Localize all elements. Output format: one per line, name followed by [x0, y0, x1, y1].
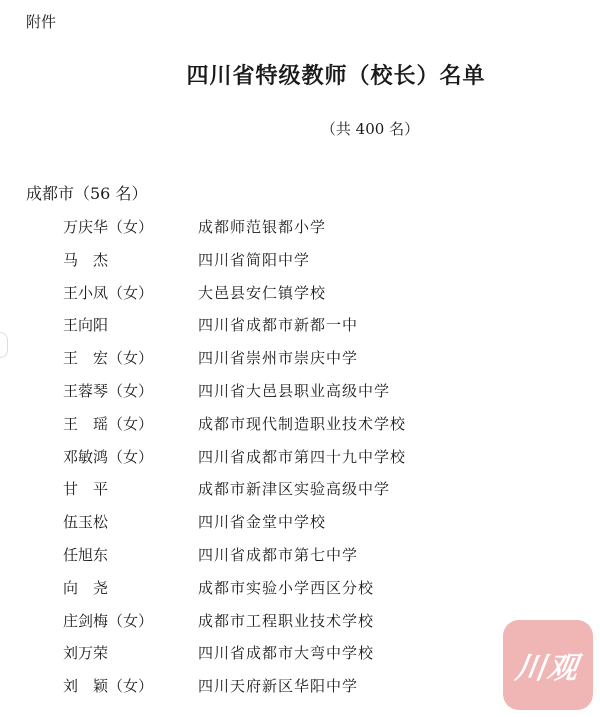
school-name: 四川省成都市第四十九中学校: [198, 447, 407, 466]
school-name: 成都市工程职业技术学校: [198, 611, 375, 630]
school-name: 成都市新津区实验高级中学: [198, 480, 391, 499]
list-item: [0, 376, 600, 409]
watermark-text: 川观: [513, 651, 582, 686]
person-name: 刘万荣: [63, 644, 109, 663]
person-name: 伍玉松: [63, 513, 109, 532]
school-name: 大邑县安仁镇学校: [198, 283, 327, 302]
list-item: [0, 310, 600, 343]
list-item: [0, 442, 600, 475]
person-name: 王小凤（女）: [63, 283, 154, 302]
scroll-edge-handle[interactable]: [0, 332, 8, 358]
person-name: 刘 颖（女）: [63, 677, 154, 696]
total-count: （共 400 名）: [320, 120, 420, 138]
person-name: 王向阳: [63, 316, 109, 335]
school-name: 四川天府新区华阳中学: [198, 677, 359, 696]
school-name: 四川省简阳中学: [198, 250, 311, 269]
list-item: [0, 573, 600, 606]
school-name: 四川省大邑县职业高级中学: [198, 381, 391, 400]
school-name: 成都市实验小学西区分校: [198, 578, 375, 597]
person-name: 万庆华（女）: [63, 218, 154, 236]
list-item: [0, 540, 600, 573]
person-name: 邓敏鸿（女）: [63, 447, 154, 466]
list-item: [0, 343, 600, 376]
school-name: 成都市现代制造职业技术学校: [198, 414, 407, 433]
document-title: 四川省特级教师（校长）名单: [186, 64, 486, 89]
person-name: 王蓉琴（女）: [63, 381, 154, 400]
school-name: 成都师范银都小学: [198, 218, 327, 236]
person-name: 王 宏（女）: [63, 349, 154, 368]
person-name: 任旭东: [63, 545, 109, 564]
list-item: [0, 278, 600, 311]
chuanguan-logo-watermark: [503, 620, 593, 710]
list-item: [0, 212, 600, 245]
school-name: 四川省金堂中学校: [198, 513, 327, 532]
person-name: 庄剑梅（女）: [63, 611, 154, 630]
person-name: 向 尧: [63, 578, 109, 597]
school-name: 四川省成都市大弯中学校: [198, 644, 375, 663]
list-item: [0, 507, 600, 540]
school-name: 四川省成都市第七中学: [198, 545, 359, 564]
list-item: [0, 474, 600, 507]
person-name: 王 瑶（女）: [63, 414, 154, 433]
school-name: 四川省成都市新都一中: [198, 316, 359, 335]
school-name: 四川省崇州市崇庆中学: [198, 349, 359, 368]
attachment-label: 附件: [26, 13, 57, 31]
section-heading: 成都市（56 名）: [26, 184, 148, 203]
person-name: 马 杰: [63, 250, 109, 269]
list-item: [0, 245, 600, 278]
list-item: [0, 409, 600, 442]
person-name: 甘 平: [63, 480, 109, 499]
